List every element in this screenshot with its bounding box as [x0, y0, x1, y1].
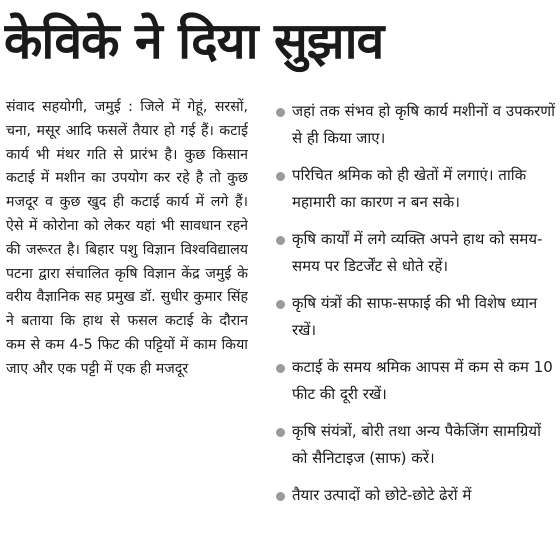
tip-item: [272, 418, 556, 472]
bullet-dot-icon: [276, 300, 285, 309]
article-paragraph: संवाद सहयोगी, जमुई : जिले में गेहूं, सरसों, चना, मसूर आदि फसलें तैयार हो गई हैं। कटाई कार्य भी मंथर गति से प्रारंभ है। कुछ किसान कटाई में मशीन का उपयोग कर रहे है तो कुछ मजदूर व कुछ खुद ही कटाई कार्य में लगे हैं। ऐसे में कोरोना को लेकर यहां भी सावधान रहने की जरूरत है। बिहार पशु विज्ञान विश्वविद्यालय पटना द्वारा संचालित कृषि विज्ञान केंद्र जमुई के वरीय वैज्ञानिक सह प्रमुख डॉ. सुधीर कुमार सिंह ने बताया कि हाथ से फसल कटाई के दौरान कम से कम 4-5 फिट की पट्टियों में काम किया जाए और एक पट्टी में एक ही मजदूर: [6, 99, 248, 377]
tip-item: [272, 354, 556, 408]
tip-text: कृषि संयंत्रों, बोरी तथा अन्य पैकेजिंग सामग्रियों को सैनिटाइज (साफ) करें।: [292, 422, 541, 467]
tip-text: परिचित श्रमिक को ही खेतों में लगाएं। ताकि महामारी का कारण न बन सके।: [292, 166, 527, 211]
tip-item: [272, 290, 556, 344]
bullet-dot-icon: [276, 364, 285, 373]
tip-item: [272, 226, 556, 280]
bullet-dot-icon: [276, 108, 285, 117]
article-body-column: [6, 96, 248, 560]
tip-text: कटाई के समय श्रमिक आपस में कम से कम 10 फीट की दूरी रखें।: [292, 358, 553, 403]
tip-item: [272, 162, 556, 216]
bullet-dot-icon: [276, 492, 285, 501]
tip-text: जहां तक संभव हो कृषि कार्य मशीनों व उपकरणों से ही किया जाए।: [292, 102, 555, 147]
bullet-dot-icon: [276, 172, 285, 181]
tip-text: कृषि यंत्रों की साफ-सफाई की भी विशेष ध्यान रखें।: [292, 294, 538, 339]
bullet-dot-icon: [276, 236, 285, 245]
tips-column: [272, 98, 556, 560]
bullet-dot-icon: [276, 428, 285, 437]
tip-item: [272, 98, 556, 152]
tips-list: [272, 98, 556, 509]
tip-item: [272, 482, 556, 509]
tip-text: कृषि कार्यों में लगे व्यक्ति अपने हाथ को समय-समय पर डिटर्जेंट से धोते रहें।: [292, 230, 543, 275]
headline: केविके ने दिया सुझाव: [4, 12, 384, 70]
tip-text: तैयार उत्पादों को छोटे-छोटे ढेरों में: [292, 486, 472, 504]
